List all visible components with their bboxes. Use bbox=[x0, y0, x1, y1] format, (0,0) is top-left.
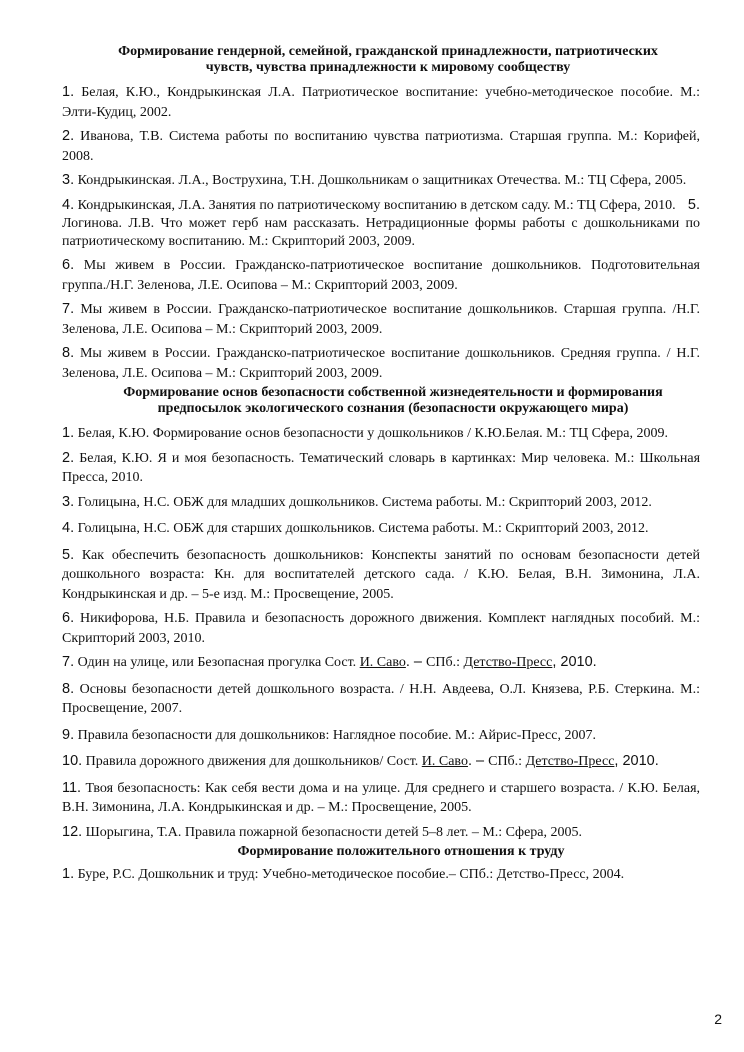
list-item: 2. Белая, К.Ю. Я и моя безопасность. Тематический словарь в картинках: Мир человека. М.: Школьная Пресса, 2010. bbox=[62, 449, 701, 485]
list-item: 1. Белая, К.Ю., Кондрыкинская Л.А. Патриотическое воспитание: учебно-методическое пособие. М.: Элти-Кудиц, 2002. bbox=[62, 84, 700, 120]
list-item: 4. Кондрыкинская, Л.А. Занятия по патриотическому воспитанию в детском саду. М.: ТЦ Сфера, 2010. 5. bbox=[62, 196, 700, 216]
list-item: 6. Мы живем в России. Гражданско-патриотическое воспитание дошкольников. Подготовительная группа./Н.Г. Зеленова, Л.Е. Осипова – М.: Скрипторий 2003, 2009. bbox=[62, 257, 700, 293]
list-item: 3. Кондрыкинская. Л.А., Вострухина, Т.Н. Дошкольникам о защитниках Отечества. М.: ТЦ Сфера, 2005. bbox=[62, 172, 687, 188]
list-item: 2. Иванова, Т.В. Система работы по воспитанию чувства патриотизма. Старшая группа. М.: Корифей, 2008. bbox=[62, 128, 700, 164]
list-item-number: 5. bbox=[687, 196, 700, 213]
section-heading-safety: Формирование основ безопасности собственной жизнедеятельности и формирования предпосылок экологического сознания (безопасности окружающего мира) bbox=[123, 385, 663, 416]
author-link[interactable]: И. Саво bbox=[421, 754, 468, 769]
page-number: 2 bbox=[714, 1011, 722, 1027]
list-item: 7. Один на улице, или Безопасная прогулка Сост. И. Саво. – СПб.: Детство-Пресс, 2010. bbox=[62, 654, 597, 670]
list-item: 7. Мы живем в России. Гражданско-патриотическое воспитание дошкольников. Старшая группа. /Н.Г. Зеленова, Л.Е. Осипова – М.: Скрипторий 2003, 2009. bbox=[62, 301, 700, 337]
list-item: 4. Голицына, Н.С. ОБЖ для старших дошкольников. Система работы. М.: Скрипторий 2003, 2012. bbox=[62, 520, 649, 536]
section-heading-patriotic: Формирование гендерной, семейной, гражданской принадлежности, патриотических чувств, чувства принадлежности к мировому сообществу bbox=[118, 44, 658, 75]
list-item: 3. Голицына, Н.С. ОБЖ для младших дошкольников. Система работы. М.: Скрипторий 2003, 2012. bbox=[62, 493, 652, 510]
author-link[interactable]: И. Саво bbox=[359, 655, 406, 670]
document-page bbox=[62, 44, 700, 890]
publisher-link[interactable]: Детство-Пресс bbox=[525, 754, 615, 769]
list-item: 8. Основы безопасности детей дошкольного возраста. / Н.Н. Авдеева, О.Л. Князева, Р.Б. Стеркина. М.: Просвещение, 2007. bbox=[62, 680, 700, 716]
section-heading-labor: Формирование положительного отношения к труду bbox=[237, 844, 565, 859]
list-item: 5. Как обеспечить безопасность дошкольников: Конспекты занятий по основам безопасности детей дошкольного возраста: Кн. для воспитателей детского сада. / К.Ю. Белая, В.Н. Зимонина, Л.А. Кондрыкинская и др. – 5-е изд. М.: Просвещение, 2005. bbox=[62, 546, 700, 602]
list-item: 12. Шорыгина, Т.А. Правила пожарной безопасности детей 5–8 лет. – М.: Сфера, 2005. bbox=[62, 823, 583, 840]
list-item: Логинова. Л.В. Что может герб нам рассказать. Нетрадиционные формы работы с дошкольниками по патриотическому воспитанию. М.: Скрипторий 2003, 2009. bbox=[62, 216, 700, 249]
list-item: 10. Правила дорожного движения для дошкольников/ Сост. И. Саво. – СПб.: Детство-Пресс, 2010. bbox=[62, 753, 659, 769]
list-item: 8. Мы живем в России. Гражданско-патриотическое воспитание дошкольников. Средняя группа. / Н.Г. Зеленова, Л.Е. Осипова – М.: Скрипторий 2003, 2009. bbox=[62, 345, 701, 381]
list-item: 1. Белая, К.Ю. Формирование основ безопасности у дошкольников / К.Ю.Белая. М.: ТЦ Сфера, 2009. bbox=[62, 425, 668, 441]
list-item: 11. Твоя безопасность: Как себя вести дома и на улице. Для среднего и старшего возраста. / К.Ю. Белая, В.Н. Зимонина, Л.А. Кондрыкинская и др. – М.: Просвещение, 2005. bbox=[62, 779, 701, 815]
list-item: 6. Никифорова, Н.Б. Правила и безопасность дорожного движения. Комплект наглядных пособий. М.: Скрипторий 2003, 2010. bbox=[62, 610, 701, 646]
list-item: 9. Правила безопасности для дошкольников: Наглядное пособие. М.: Айрис-Пресс, 2007. bbox=[62, 726, 596, 743]
publisher-link[interactable]: Детство-Пресс bbox=[463, 655, 553, 670]
list-item: 1. Буре, Р.С. Дошкольник и труд: Учебно-методическое пособие.– СПб.: Детство-Пресс, 2004. bbox=[62, 866, 625, 882]
